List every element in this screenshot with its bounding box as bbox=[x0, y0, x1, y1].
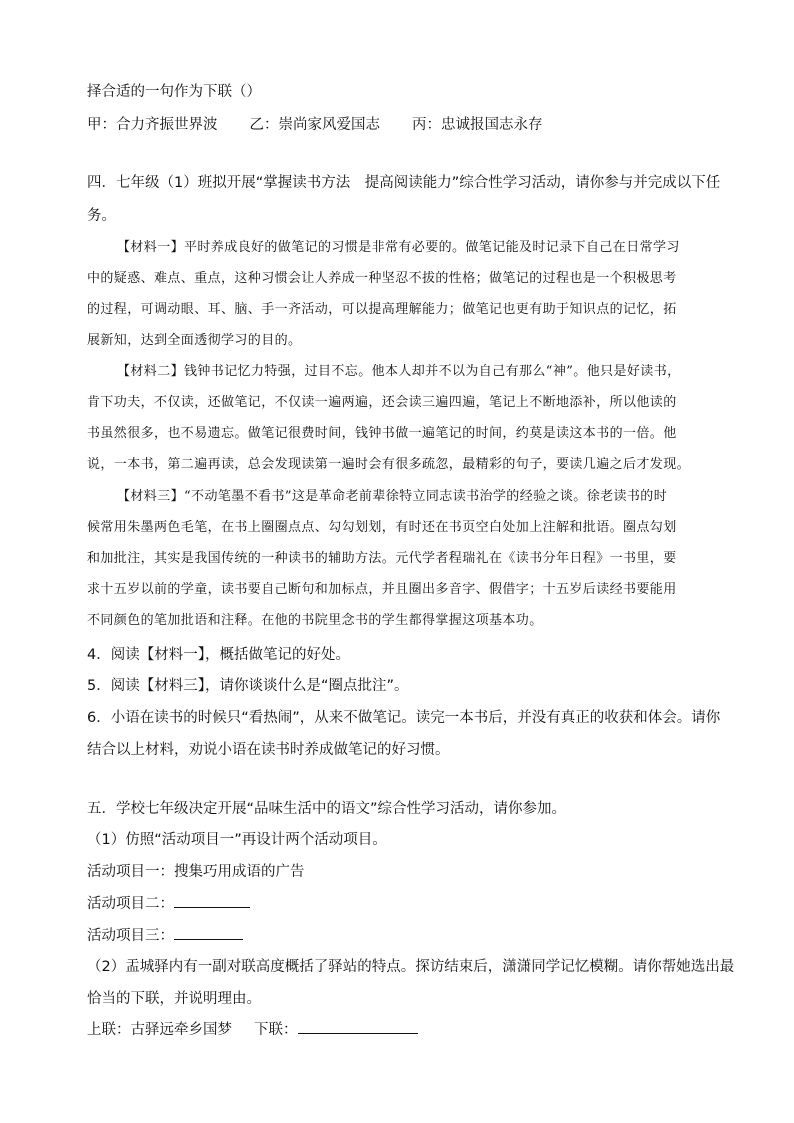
material-one-line: 展新知，达到全面透彻学习的目的。 bbox=[87, 333, 302, 348]
section-title: 四．七年级（1）班拟开展“掌握读书方法 提高阅读能力”综合性学习活动，请你参与并完成以下任 bbox=[87, 175, 721, 191]
material-two-line: 肯下功夫，不仅读，还做笔记，不仅读一遍两遍，还会读三遍四遍，笔记上不断地添补，所以他读的 bbox=[87, 395, 677, 410]
option-a: 甲：合力齐振世界波 bbox=[87, 117, 218, 133]
question-4: 4．阅读【材料一】，概括做笔记的好处。 bbox=[87, 647, 350, 663]
activity-item-3 bbox=[87, 926, 243, 946]
activity-item-2-label: 活动项目二： bbox=[87, 896, 174, 912]
section-title: 五．学校七年级决定开展“品味生活中的语文”综合性学习活动，请你参加。 bbox=[87, 801, 567, 817]
section-title-cont: 务。 bbox=[87, 208, 116, 224]
material-three-line: 【材料三】“不动笔墨不看书”这是革命老前辈徐特立同志读书治学的经验之谈。徐老读书的时 bbox=[117, 489, 668, 504]
material-one-line: 的过程，可调动眼、耳、脑、手一齐活动，可以提高理解能力；做笔记也更有助于知识点的记忆，拓 bbox=[87, 302, 677, 317]
couplet-line bbox=[87, 1020, 418, 1040]
question-5: 5．阅读【材料三】，请你谈谈什么是“圈点批注”。 bbox=[87, 678, 409, 694]
option-b: 乙：崇尚家风爱国志 bbox=[249, 117, 380, 133]
material-three-line: 求十五岁以前的学童，读书要自己断句和加标点，并且圈出多音字、假借字；十五岁后读经书要能用 bbox=[87, 582, 677, 597]
answer-blank[interactable] bbox=[298, 1020, 418, 1034]
answer-options bbox=[87, 115, 543, 135]
answer-blank[interactable] bbox=[174, 894, 250, 908]
material-one-line: 中的疑惑、难点、重点，这种习惯会让人养成一种坚忍不拔的性格；做笔记的过程也是一个积极思考 bbox=[87, 271, 677, 286]
sub-question-1: （1）仿照“活动项目一”再设计两个活动项目。 bbox=[87, 832, 387, 848]
answer-blank[interactable] bbox=[174, 926, 243, 940]
activity-item-2 bbox=[87, 894, 250, 914]
sub-question-2-cont: 恰当的下联，并说明理由。 bbox=[87, 991, 261, 1007]
sub-question-2: （2）盂城驿内有一副对联高度概括了驿站的特点。探访结束后，潇潇同学记忆模糊。请你帮她选出最 bbox=[87, 959, 735, 975]
material-one-line: 【材料一】平时养成良好的做笔记的习惯是非常有必要的。做笔记能及时记录下自己在日常学习 bbox=[117, 240, 680, 255]
option-c: 丙：忠诚报国志永存 bbox=[412, 117, 543, 133]
question-text: 择合适的一句作为下联（） bbox=[87, 84, 261, 100]
couplet-lower-label: 下联： bbox=[254, 1022, 298, 1038]
material-two-line: 【材料二】钱钟书记忆力特强，过目不忘。他本人却并不以为自己有那么“神”。他只是好读书， bbox=[117, 364, 681, 379]
material-two-line: 书虽然很多，也不易遗忘。做笔记很费时间，钱钟书做一遍笔记的时间，约莫是读这本书的一倍。他 bbox=[87, 426, 677, 441]
material-three-line: 和加批注，其实是我国传统的一种读书的辅助方法。元代学者程瑞礼在《读书分年日程》一书里，要 bbox=[87, 551, 677, 566]
activity-item-1: 活动项目一：搜集巧用成语的广告 bbox=[87, 864, 305, 880]
question-6: 6．小语在读书的时候只“看热闹”，从来不做笔记。读完一本书后，并没有真正的收获和体会。请你 bbox=[87, 710, 721, 726]
question-6-cont: 结合以上材料，劝说小语在读书时养成做笔记的好习惯。 bbox=[87, 742, 450, 758]
couplet-upper: 上联：古驿远牵乡国梦 bbox=[87, 1022, 232, 1038]
activity-item-3-label: 活动项目三： bbox=[87, 928, 174, 944]
material-three-line: 候常用朱墨两色毛笔，在书上圈圈点点、勾勾划划，有时还在书页空白处加上注解和批语。圈点勾划 bbox=[87, 520, 677, 535]
material-two-line: 说，一本书，第二遍再读，总会发现读第一遍时会有很多疏忽，最精彩的句子，要读几遍之后才发现。 bbox=[87, 457, 691, 472]
material-three-line: 不同颜色的笔加批语和注释。在他的书院里念书的学生都得掌握这项基本功。 bbox=[87, 613, 543, 628]
